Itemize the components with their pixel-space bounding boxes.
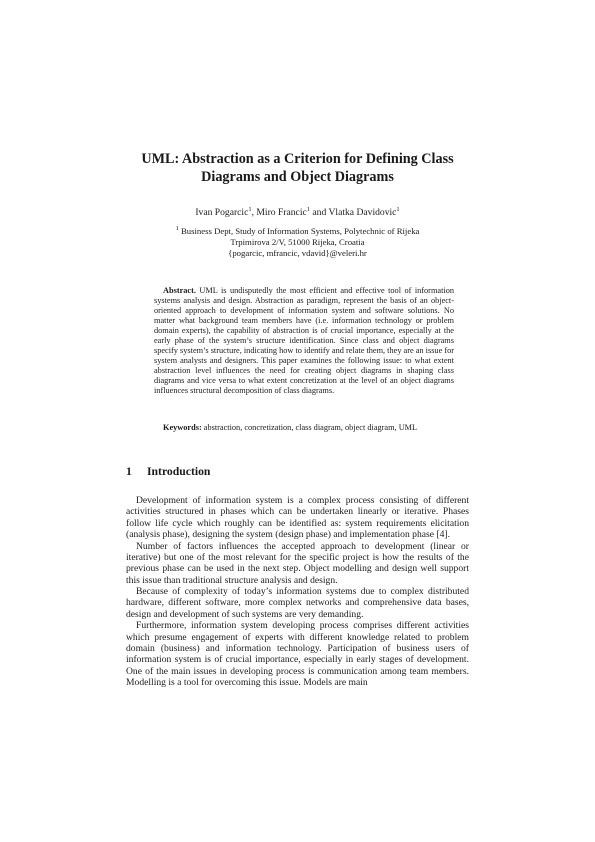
- keywords-label: Keywords:: [163, 423, 202, 432]
- paper-title-line1: UML: Abstraction as a Criterion for Defining Class: [141, 151, 454, 167]
- section-number: 1: [126, 465, 132, 478]
- affiliation-address: Trpimirova 2/V, 51000 Rijeka, Croatia: [230, 236, 365, 247]
- abstract-text: UML is undisputedly the most efficient and effective tool of information systems analysis and design. Abstraction as paradigm, represent the basis of an object-oriented approach to development of information system and software solutions. No matter what background team members have (i.e. information technology or problem domain experts), the capability of abstraction is of crucial importance, especially at the early phase of the system’s structure identification. Since class and object diagrams specify system’s structure, indicating how to identify and relate them, they are an issue for system analysts and designers. This paper examines the following issue: to what extent abstraction level influences the need for creating object diagrams in shaping class diagrams and vice versa to what extent concretization at the level of an object diagrams influences structural decomposition of class diagrams.: [154, 286, 454, 396]
- author-list: [120, 207, 475, 219]
- affiliation-block: [120, 226, 475, 258]
- paper-title: [120, 150, 475, 186]
- body-text: [126, 495, 469, 688]
- keywords-text: abstraction, concretization, class diagram, object diagram, UML: [201, 423, 418, 432]
- body-paragraph: Furthermore, information system developing process comprises different activities which presume engagement of experts with different knowledge related to problem domain (business) and information technology. Participation of business users of information system is of crucial importance, especially in early stages of development. One of the main issues in developing process is communication among team members. Modelling is a tool for overcoming this issue. Models are main: [126, 620, 469, 688]
- section-heading: [126, 465, 426, 479]
- paper-title-line2: Diagrams and Object Diagrams: [201, 169, 394, 185]
- abstract-label: Abstract.: [163, 286, 196, 295]
- affiliation-marker: 1: [396, 206, 400, 213]
- keywords: [154, 423, 454, 433]
- affiliation-marker: 1: [175, 225, 179, 232]
- body-paragraph: Development of information system is a complex process consisting of different activities structured in phases which can be undertaken linearly or iterative. Phases follow life cycle which roughly can be identified as: system requirements elicitation (analysis phase), designing the system (design phase) and implementation phase [4].: [126, 495, 469, 541]
- affiliation-marker: 1: [248, 206, 252, 213]
- body-paragraph: Number of factors influences the accepted approach to development (linear or iterative) but one of the most relevant for the specific project is how the results of the previous phase can be used in the next step. Object modelling and design well support this issue than traditional structure analysis and design.: [126, 540, 469, 586]
- affiliation-marker: 1: [306, 206, 310, 213]
- author-separator: and: [310, 207, 329, 218]
- author-name: Miro Francic: [256, 207, 307, 218]
- affiliation-emails: {pogarcic, mfrancic, vdavid}@veleri.hr: [228, 247, 367, 258]
- author-separator: ,: [251, 207, 257, 218]
- body-paragraph: Because of complexity of today’s information systems due to complex distributed hardware, different software, more complex networks and comprehensive data bases, design and development of such systems are very demanding.: [126, 586, 469, 620]
- author-name: Vlatka Davidovic: [328, 207, 397, 218]
- abstract: [154, 286, 454, 397]
- affiliation-line: $^1$ Business Dept, Study of Information Systems, Polytechnic of Rijeka: [175, 225, 420, 236]
- author-name: Ivan Pogarcic: [195, 207, 249, 218]
- section-title: Introduction: [147, 465, 211, 478]
